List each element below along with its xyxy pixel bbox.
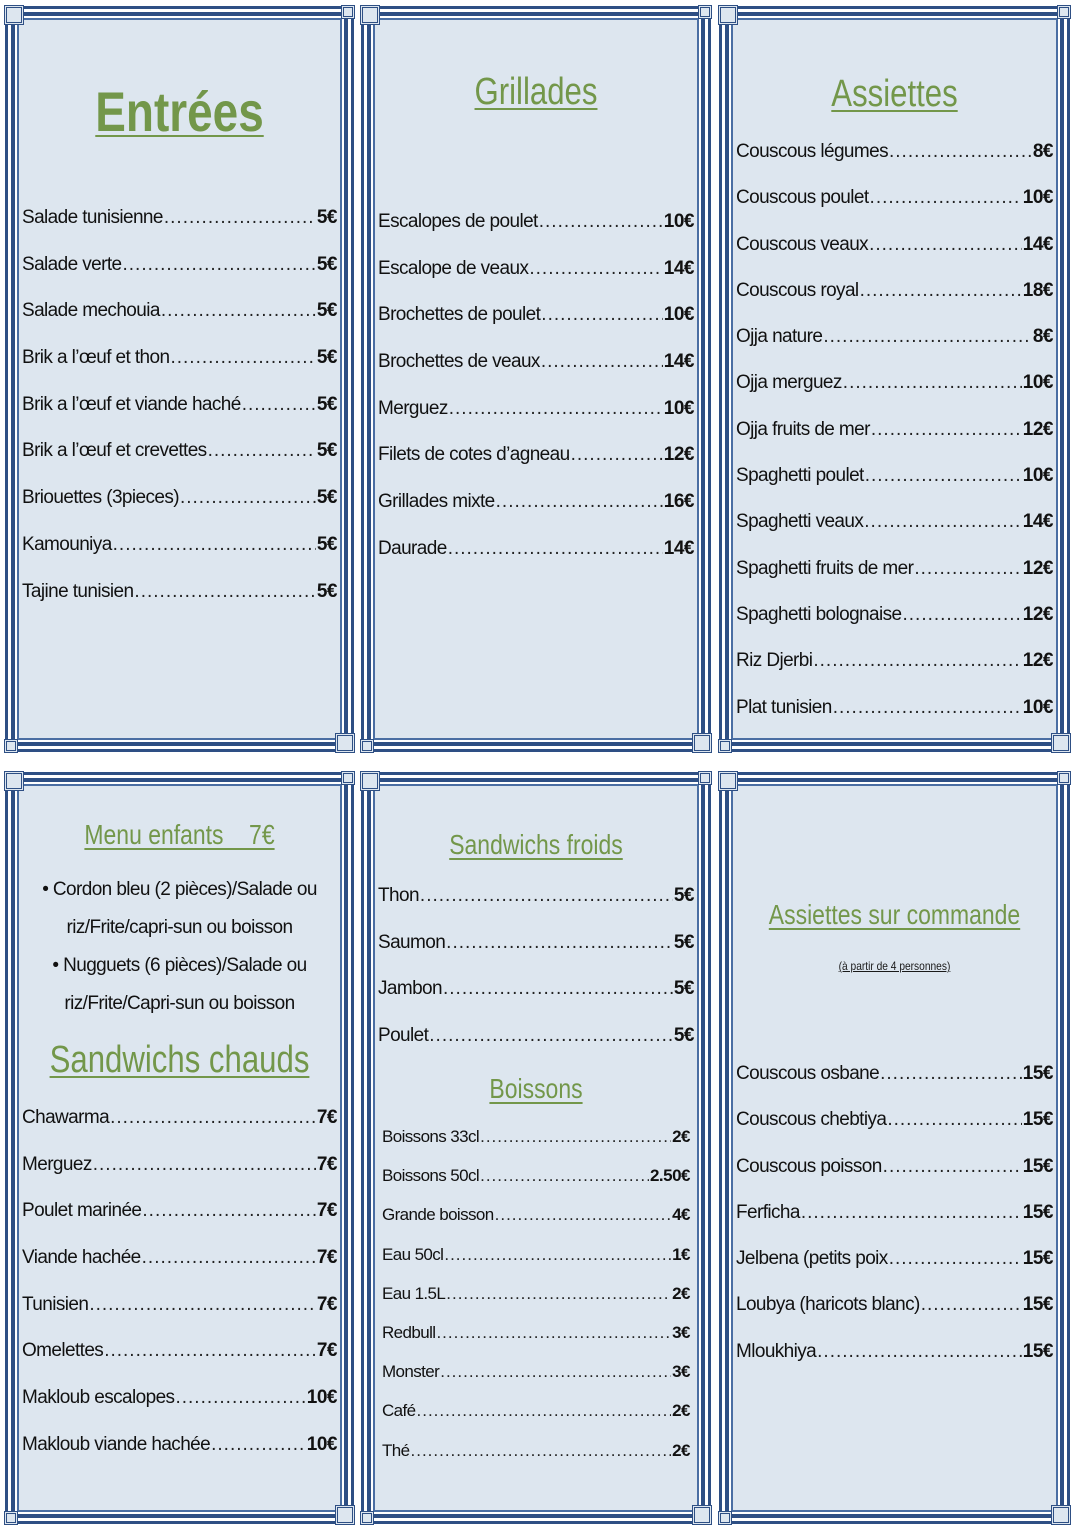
leader-dots	[211, 1434, 306, 1456]
leader-dots	[889, 141, 1032, 163]
menu-item-price: 7€	[316, 1107, 337, 1128]
menu-item-name: Ojja merguez	[736, 372, 842, 394]
menu-item	[22, 440, 337, 487]
menu-item	[736, 1156, 1053, 1202]
leader-dots	[142, 1247, 316, 1269]
menu-item-name: Kamouniya	[22, 533, 112, 555]
leader-dots	[880, 1063, 1022, 1085]
menu-item-price: 15€	[1022, 1294, 1053, 1316]
leader-dots	[864, 511, 1022, 533]
menu-item-name: Brochettes de veaux	[378, 351, 540, 373]
menu-item-name: Couscous veaux	[736, 233, 869, 255]
menu-item-name: Chawarma	[22, 1107, 110, 1128]
menu-item-name: Couscous poisson	[736, 1155, 882, 1177]
menu-item-price: 12€	[1022, 557, 1053, 579]
menu-item-price: 10€	[663, 304, 694, 326]
enfants-line: • Nugguets (6 pièces)/Salade ou	[52, 955, 307, 976]
menu-item-name: Brik a l’œuf et thon	[22, 347, 170, 369]
menu-item-price: 5€	[316, 300, 337, 322]
leader-dots	[883, 1156, 1022, 1178]
menu-item	[378, 932, 694, 979]
menu-item-name: Ferficha	[736, 1201, 800, 1223]
menu-item-name: Boissons 33cl	[382, 1127, 480, 1146]
menu-item-price: 5€	[673, 885, 694, 906]
menu-item-name: Couscous osbane	[736, 1063, 880, 1084]
menu-item-price: 4€	[672, 1205, 690, 1225]
leader-dots	[539, 211, 663, 233]
leader-dots	[180, 487, 316, 509]
menu-item-price: 15€	[1022, 1201, 1053, 1223]
sandwichs-chauds-list	[22, 1107, 337, 1481]
menu-item-price: 15€	[1022, 1155, 1053, 1177]
menu-item-name: Thé	[382, 1440, 410, 1460]
leader-dots	[480, 1166, 649, 1186]
leader-dots	[208, 440, 316, 462]
menu-item-price: 10€	[306, 1387, 337, 1409]
corner-ornament	[360, 739, 374, 753]
menu-item-name: Brochettes de poulet	[378, 304, 541, 326]
leader-dots	[914, 558, 1021, 580]
leader-dots	[429, 1025, 673, 1047]
leader-dots	[122, 254, 315, 276]
menu-item	[736, 372, 1053, 418]
leader-dots	[440, 1362, 671, 1382]
menu-item	[378, 304, 694, 351]
enfants-description	[22, 871, 337, 1023]
menu-item	[736, 234, 1053, 280]
menu-item	[22, 394, 337, 441]
menu-item-price: 2€	[672, 1283, 690, 1303]
menu-item-price: 10€	[1022, 372, 1053, 394]
enfants-title: Menu enfants 7€	[84, 819, 275, 850]
assiettes-title: Assiettes	[831, 73, 958, 115]
leader-dots	[170, 347, 315, 369]
menu-item-name: Brik a l’œuf et viande haché	[22, 393, 241, 415]
menu-item-price: 10€	[1022, 696, 1053, 718]
menu-item-name: Loubya (haricots blanc)	[736, 1294, 920, 1316]
menu-item-price: 5€	[316, 347, 337, 369]
corner-ornament	[1057, 5, 1071, 19]
menu-item-name: Eau 1.5L	[382, 1283, 446, 1303]
menu-item-name: Redbull	[382, 1322, 436, 1342]
grillades-list	[378, 211, 694, 585]
menu-item-price: 5€	[316, 533, 337, 555]
menu-item-name: Grillades mixte	[378, 491, 495, 513]
leader-dots	[833, 697, 1022, 719]
leader-dots	[446, 1284, 671, 1304]
menu-item-name: Couscous légumes	[736, 141, 888, 162]
menu-item-price: 8€	[1032, 326, 1053, 348]
menu-item	[736, 1248, 1053, 1294]
menu-item-name: Escalope de veaux	[378, 257, 529, 279]
menu-item	[736, 465, 1053, 511]
menu-item	[736, 558, 1053, 604]
leader-dots	[113, 534, 316, 556]
leader-dots	[449, 398, 663, 420]
menu-item-price: 10€	[663, 397, 694, 419]
menu-item	[736, 187, 1053, 233]
menu-item-name: Spaghetti bolognaise	[736, 603, 902, 625]
menu-item	[736, 1109, 1053, 1155]
menu-item-name: Plat tunisien	[736, 696, 832, 718]
menu-item	[22, 300, 337, 347]
leader-dots	[161, 300, 316, 322]
leader-dots	[448, 538, 663, 560]
menu-item-price: 3€	[672, 1362, 690, 1382]
leader-dots	[444, 1245, 671, 1265]
menu-item-name: Thon	[378, 885, 419, 906]
leader-dots	[134, 581, 315, 603]
menu-item-price: 2.50€	[649, 1166, 690, 1186]
menu-item-name: Grande boisson	[382, 1205, 494, 1225]
enfants-line: riz/Frite/capri-sun ou boisson	[66, 917, 293, 938]
menu-item	[22, 1154, 337, 1201]
menu-item-name: Omelettes	[22, 1340, 104, 1362]
menu-item-price: 14€	[663, 537, 694, 559]
menu-item-name: Viande hachée	[22, 1247, 141, 1269]
menu-item-price: 7€	[316, 1153, 337, 1175]
corner-ornament	[4, 1511, 18, 1525]
leader-dots	[529, 258, 662, 280]
menu-item-price: 5€	[673, 1025, 694, 1047]
menu-item-price: 7€	[316, 1247, 337, 1269]
leader-dots	[242, 394, 316, 416]
entrees-panel	[5, 6, 354, 752]
menu-item	[378, 491, 694, 538]
menu-item	[378, 444, 694, 491]
leader-dots	[541, 304, 663, 326]
froids-boissons-panel	[361, 772, 711, 1524]
menu-item	[736, 511, 1053, 557]
menu-item-price: 12€	[1022, 650, 1053, 672]
sandwichs-froids-list	[378, 885, 694, 1072]
menu-item	[22, 1387, 337, 1434]
menu-item	[22, 207, 337, 254]
menu-item	[736, 1341, 1053, 1387]
menu-item-name: Jambon	[378, 978, 442, 1000]
leader-dots	[865, 465, 1022, 487]
menu-item-name: Couscous royal	[736, 279, 859, 301]
menu-item	[22, 487, 337, 534]
leader-dots	[887, 1109, 1021, 1131]
leader-dots	[860, 280, 1022, 302]
menu-item-name: Makloub viande hachée	[22, 1433, 211, 1455]
corner-ornament	[1057, 771, 1071, 785]
menu-item-name: Couscous poulet	[736, 187, 869, 209]
menu-item-price: 5€	[316, 487, 337, 509]
leader-dots	[93, 1154, 316, 1176]
menu-item	[22, 1434, 337, 1481]
menu-item	[736, 1294, 1053, 1340]
menu-item	[736, 1063, 1053, 1109]
corner-ornament	[4, 739, 18, 753]
leader-dots	[870, 187, 1022, 209]
menu-item-name: Salade mechouia	[22, 300, 160, 322]
menu-item	[22, 1340, 337, 1387]
menu-item-price: 7€	[316, 1293, 337, 1315]
menu-item-name: Filets de cotes d’agneau	[378, 444, 570, 466]
menu-item	[736, 604, 1053, 650]
menu-item-price: 5€	[316, 207, 337, 228]
grillades-title: Grillades	[474, 71, 598, 113]
corner-ornament	[341, 5, 355, 19]
menu-item-price: 18€	[1022, 279, 1053, 301]
corner-ornament	[718, 739, 732, 753]
menu-item-price: 14€	[663, 257, 694, 279]
menu-item-name: Briouettes (3pieces)	[22, 487, 179, 509]
enfants-line: • Cordon bleu (2 pièces)/Salade ou	[42, 879, 317, 900]
sandwichs-chauds-title: Sandwichs chauds	[49, 1039, 310, 1081]
menu-item-price: 2€	[672, 1440, 690, 1460]
menu-item	[378, 1025, 694, 1072]
menu-item	[382, 1205, 690, 1244]
menu-item	[22, 1107, 337, 1154]
menu-item-name: Poulet	[378, 1025, 429, 1047]
leader-dots	[571, 444, 663, 466]
leader-dots	[495, 1205, 671, 1225]
leader-dots	[436, 1323, 671, 1343]
menu-item-name: Merguez	[22, 1153, 92, 1175]
assiettes-panel	[719, 6, 1070, 752]
commande-panel	[719, 772, 1070, 1524]
menu-item-price: 10€	[1022, 465, 1053, 487]
menu-item-name: Tunisien	[22, 1293, 89, 1315]
leader-dots	[480, 1127, 671, 1147]
leader-dots	[921, 1294, 1022, 1316]
menu-item-name: Poulet marinée	[22, 1200, 142, 1222]
menu-item-price: 14€	[1022, 233, 1053, 255]
menu-item	[382, 1245, 690, 1284]
menu-item-name: Riz Djerbi	[736, 650, 813, 672]
menu-item	[22, 1294, 337, 1341]
menu-item	[22, 347, 337, 394]
assiettes-list	[736, 141, 1053, 743]
menu-item-name: Mloukhiya	[736, 1340, 817, 1362]
menu-item	[378, 351, 694, 398]
menu-item-price: 10€	[663, 211, 694, 232]
menu-item	[382, 1166, 690, 1205]
menu-item-price: 2€	[672, 1127, 690, 1146]
leader-dots	[110, 1107, 316, 1129]
menu-item	[382, 1323, 690, 1362]
menu-item-name: Escalopes de poulet	[378, 211, 538, 232]
menu-item	[736, 326, 1053, 372]
leader-dots	[902, 604, 1021, 626]
menu-item-price: 15€	[1022, 1063, 1053, 1084]
menu-item-name: Jelbena (petits poix	[736, 1248, 888, 1270]
corner-ornament	[341, 771, 355, 785]
menu-item	[378, 978, 694, 1025]
menu-item-price: 8€	[1032, 141, 1053, 162]
leader-dots	[164, 207, 316, 229]
menu-item-price: 15€	[1022, 1340, 1053, 1362]
enfants-line: riz/Frite/Capri-sun ou boisson	[64, 993, 295, 1014]
leader-dots	[541, 351, 663, 373]
menu-item	[736, 697, 1053, 743]
menu-item	[22, 254, 337, 301]
menu-item-price: 5€	[316, 253, 337, 275]
leader-dots	[823, 326, 1032, 348]
leader-dots	[871, 419, 1022, 441]
menu-item-price: 10€	[306, 1433, 337, 1455]
menu-item	[736, 280, 1053, 326]
menu-item-price: 15€	[1022, 1109, 1053, 1131]
menu-item-name: Salade tunisienne	[22, 207, 163, 228]
menu-item-price: 5€	[673, 931, 694, 953]
menu-item-name: Café	[382, 1401, 416, 1421]
menu-item-price: 5€	[673, 978, 694, 1000]
leader-dots	[417, 1401, 672, 1421]
leader-dots	[175, 1387, 305, 1409]
menu-item-name: Eau 50cl	[382, 1244, 444, 1264]
menu-item-name: Merguez	[378, 397, 448, 419]
menu-item	[378, 398, 694, 445]
menu-item	[736, 1202, 1053, 1248]
menu-item-name: Brik a l’œuf et crevettes	[22, 440, 207, 462]
menu-item-name: Tajine tunisien	[22, 580, 134, 602]
leader-dots	[801, 1202, 1022, 1224]
menu-item-name: Monster	[382, 1362, 440, 1382]
menu-item-name: Spaghetti veaux	[736, 511, 864, 533]
menu-item	[382, 1284, 690, 1323]
boissons-title: Boissons	[489, 1073, 583, 1104]
corner-ornament	[698, 771, 712, 785]
menu-item-price: 14€	[663, 351, 694, 373]
commande-title: Assiettes sur commande	[768, 899, 1021, 930]
corner-ornament	[360, 1511, 374, 1525]
menu-item-price: 7€	[316, 1200, 337, 1222]
menu-item	[378, 258, 694, 305]
grillades-panel	[361, 6, 711, 752]
menu-item-price: 16€	[663, 491, 694, 513]
menu-item	[736, 419, 1053, 465]
commande-list	[736, 1063, 1053, 1387]
menu-item-name: Spaghetti poulet	[736, 465, 864, 487]
menu-item-price: 14€	[1022, 511, 1053, 533]
enfants-chauds-panel	[5, 772, 354, 1524]
corner-ornament	[698, 5, 712, 19]
leader-dots	[411, 1441, 672, 1461]
menu-item	[378, 885, 694, 932]
menu-item	[382, 1362, 690, 1401]
leader-dots	[420, 885, 673, 907]
leader-dots	[89, 1294, 316, 1316]
menu-item	[22, 581, 337, 628]
menu-item-price: 10€	[1022, 187, 1053, 209]
menu-item-price: 5€	[316, 440, 337, 462]
leader-dots	[843, 372, 1022, 394]
menu-item-name: Ojja fruits de mer	[736, 418, 870, 440]
leader-dots	[443, 978, 673, 1000]
corner-ornament	[718, 1511, 732, 1525]
menu-item-price: 12€	[1022, 603, 1053, 625]
menu-item-name: Salade verte	[22, 253, 122, 275]
menu-item	[736, 141, 1053, 187]
leader-dots	[869, 234, 1022, 256]
menu-item-price: 2€	[672, 1401, 690, 1421]
menu-item-name: Ojja nature	[736, 326, 823, 348]
menu-item	[22, 534, 337, 581]
menu-item-name: Makloub escalopes	[22, 1387, 175, 1409]
leader-dots	[817, 1341, 1022, 1363]
menu-item-price: 15€	[1022, 1248, 1053, 1270]
leader-dots	[142, 1200, 315, 1222]
menu-item	[382, 1127, 690, 1166]
menu-item-name: Boissons 50cl	[382, 1166, 480, 1186]
menu-item	[736, 650, 1053, 696]
menu-item-price: 5€	[316, 580, 337, 602]
menu-item	[382, 1401, 690, 1440]
entrees-title: Entrées	[95, 80, 264, 143]
sandwichs-froids-title: Sandwichs froids	[449, 829, 623, 860]
menu-item-name: Couscous chebtiya	[736, 1109, 887, 1131]
leader-dots	[813, 650, 1021, 672]
menu-item-name: Daurade	[378, 537, 447, 559]
boissons-list	[382, 1127, 690, 1480]
menu-item-price: 1€	[672, 1244, 690, 1264]
leader-dots	[104, 1340, 316, 1362]
commande-subtitle: (à partir de 4 personnes)	[838, 959, 951, 973]
menu-item	[22, 1200, 337, 1247]
menu-item-price: 5€	[316, 393, 337, 415]
menu-item-price: 12€	[663, 444, 694, 466]
menu-item	[22, 1247, 337, 1294]
menu-item-price: 3€	[672, 1322, 690, 1342]
menu-item	[378, 211, 694, 258]
leader-dots	[889, 1248, 1022, 1270]
menu-item-name: Saumon	[378, 931, 446, 953]
leader-dots	[496, 491, 663, 513]
menu-item-price: 7€	[316, 1340, 337, 1362]
menu-item-price: 12€	[1022, 418, 1053, 440]
menu-item	[378, 538, 694, 585]
menu-item	[382, 1441, 690, 1480]
menu-item-name: Spaghetti fruits de mer	[736, 557, 914, 579]
leader-dots	[446, 932, 673, 954]
entrees-list	[22, 207, 337, 627]
